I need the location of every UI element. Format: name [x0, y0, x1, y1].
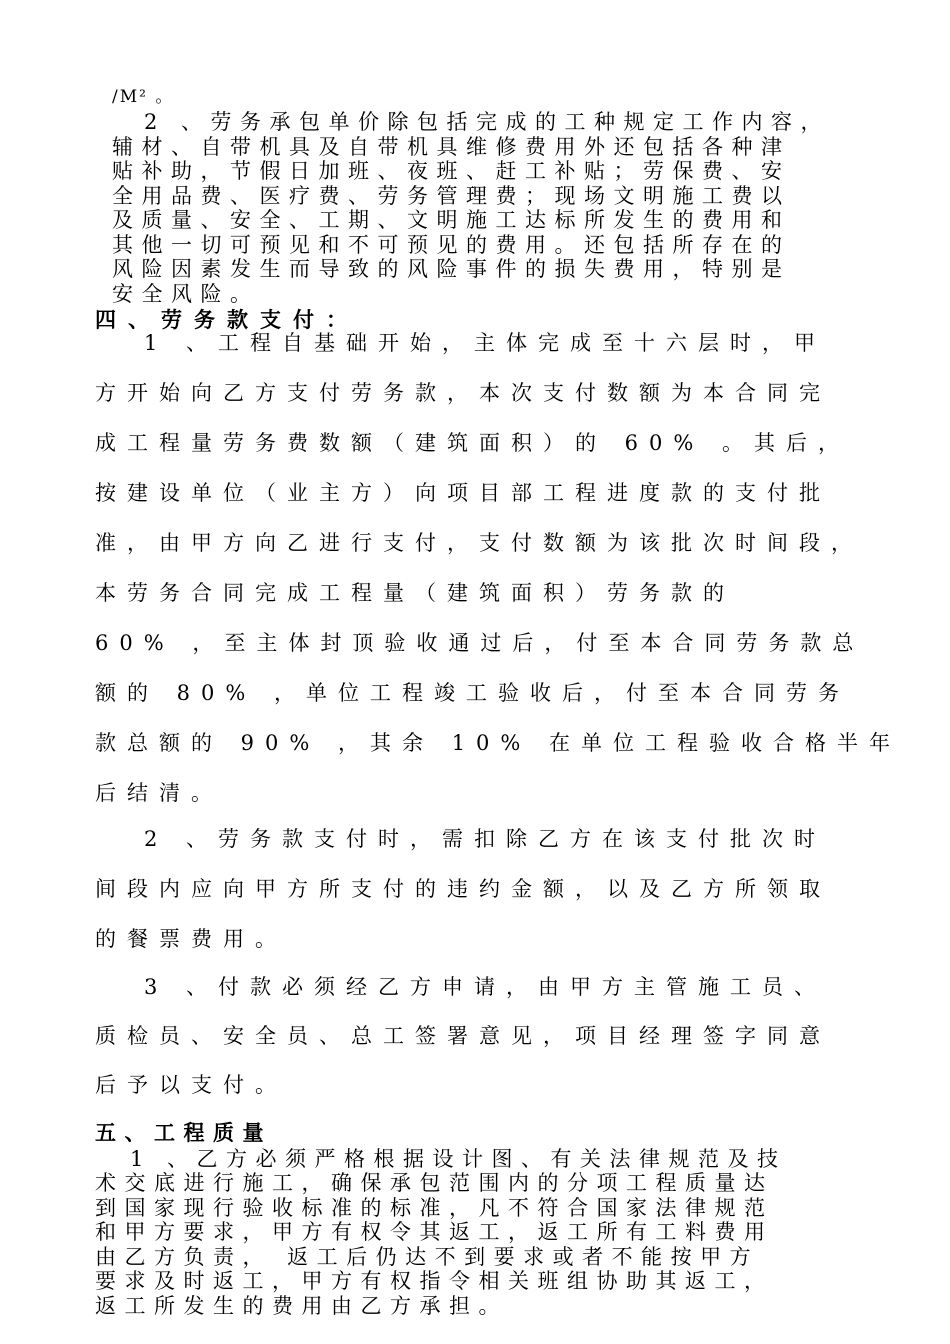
para2-line: 全用品费、医疗费、劳务管理费；现场文明施工费以: [112, 184, 791, 208]
para2-line: 贴补助，节假日加班、夜班、赶工补贴；劳保费、安: [112, 159, 791, 183]
unit-line: /M² 。: [112, 87, 175, 107]
body-line: 后结清。: [95, 781, 223, 805]
body-line: 1 、乙方必须严格根据设计图、有关法律规范及技: [130, 1147, 787, 1171]
para2-line: 2 、劳务承包单价除包括完成的工种规定工作内容，: [144, 110, 831, 134]
body-line: 术交底进行施工，确保承包范围内的分项工程质量达: [95, 1171, 774, 1195]
para2-line: 风险因素发生而导致的风险事件的损失费用，特别是: [112, 257, 791, 281]
body-line: 额的 80% ，单位工程竣工验收后，付至本合同劳务: [95, 681, 851, 705]
body-line: 间段内应向甲方所支付的违约金额，以及乙方所领取: [95, 877, 831, 901]
body-line: 后予以支付。: [95, 1073, 287, 1097]
para2-line: 安全风险。: [112, 282, 260, 306]
body-line: 2 、劳务款支付时，需扣除乙方在该支付批次时: [144, 827, 827, 851]
body-line: 3 、付款必须经乙方申请，由甲方主管施工员、: [144, 975, 827, 999]
body-line: 成工程量劳务费数额（建筑面积）的 60% 。其后，: [95, 431, 851, 455]
para2-line: 辅材、自带机具及自带机具维修费用外还包括各种津: [112, 135, 791, 159]
body-line: 准，由甲方向乙进行支付，支付数额为该批次时间段，: [95, 531, 863, 555]
body-line: 和甲方要求，甲方有权令其返工，返工所有工料费用: [95, 1220, 774, 1244]
body-line: 质检员、安全员、总工签署意见，项目经理签字同意: [95, 1024, 831, 1048]
body-line: 方开始向乙方支付劳务款，本次支付数额为本合同完: [95, 381, 831, 405]
body-line: 的餐票费用。: [95, 927, 287, 951]
body-line: 由乙方负责， 返工后仍达不到要求或者不能按甲方: [95, 1245, 760, 1269]
body-line: 到国家现行验收标准的标准，凡不符合国家法律规范: [95, 1196, 774, 1220]
body-line: 60% ，至主体封顶验收通过后，付至本合同劳务款总: [95, 631, 865, 655]
para2-line: 及质量、安全、工期、文明施工达标所发生的费用和: [112, 208, 791, 232]
section-heading: 四、劳务款支付：: [95, 308, 359, 332]
body-line: 1 、工程自基础开始，主体完成至十六层时，甲: [144, 331, 827, 355]
body-line: 款总额的 90% ，其余 10% 在单位工程验收合格半年: [95, 731, 902, 755]
para2-line: 其他一切可预见和不可预见的费用。还包括所存在的: [112, 233, 791, 257]
body-line: 要求及时返工，甲方有权指令相关班组协助其返工，: [95, 1269, 774, 1293]
section-heading: 五、工程质量: [95, 1121, 272, 1145]
body-line: 按建设单位（业主方）向项目部工程进度款的支付批: [95, 481, 831, 505]
body-line: 本劳务合同完成工程量（建筑面积）劳务款的: [95, 581, 735, 605]
body-line: 返工所发生的费用由乙方承担。: [95, 1294, 508, 1318]
